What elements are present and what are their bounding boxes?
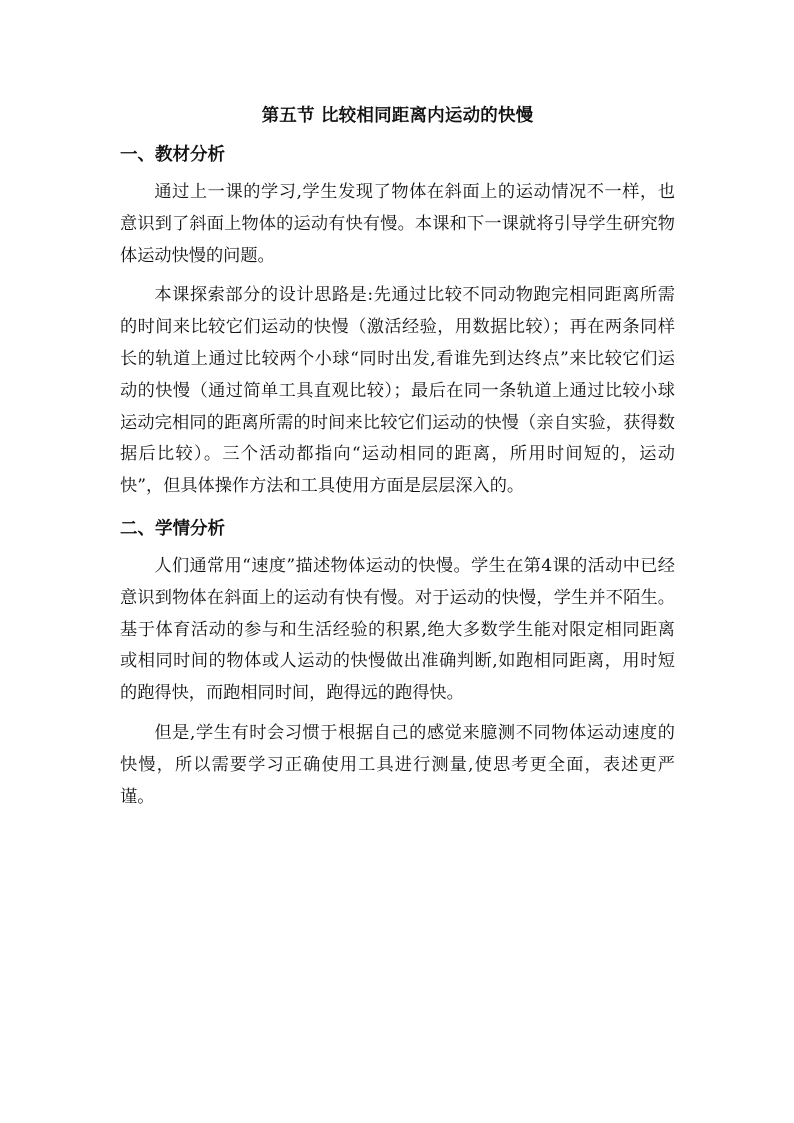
section-heading-textbook-analysis: 一、教材分析 bbox=[120, 145, 225, 165]
paragraph-student-experience: 人们通常用“速度”描述物体运动的快慢。学生在第4课的活动中已经意识到物体在斜面上的运动有快有慢。对于运动的快慢，学生并不陌生。基于体育活动的参与和生活经验的积累,绝大多数学生能对限定相同距离或相同时间的物体或人运动的快慢做出准确判断,如跑相同距离，用时短的跑得快，而跑相同时间，跑得远的跑得快。 bbox=[120, 555, 675, 704]
paragraph-textbook-intro: 通过上一课的学习,学生发现了物体在斜面上的运动情况不一样，也意识到了斜面上物体的运动有快有慢。本课和下一课就将引导学生研究物体运动快慢的问题。 bbox=[120, 182, 675, 266]
paragraph-design-approach: 本课探索部分的设计思路是:先通过比较不同动物跑完相同距离所需的时间来比较它们运动的快慢（激活经验，用数据比较）；再在两条同样长的轨道上通过比较两个小球“同时出发,看谁先到达终点”来比较它们运动的快慢（通过简单工具直观比较）；最后在同一条轨道上通过比较小球运动完相同的距离所需的时间来比较它们运动的快慢（亲自实验，获得数据后比较）。三个活动都指向“运动相同的距离，所用时间短的，运动快”，但具体操作方法和工具使用方面是层层深入的。 bbox=[120, 285, 675, 497]
document-page bbox=[120, 98, 675, 819]
section-student-analysis bbox=[120, 511, 675, 813]
paragraph-student-needs: 但是,学生有时会习惯于根据自己的感觉来臆测不同物体运动速度的快慢，所以需要学习正确使用工具进行测量,使思考更全面，表述更严谨。 bbox=[120, 722, 675, 807]
section-heading-student-analysis: 二、学情分析 bbox=[120, 518, 225, 539]
section-textbook-analysis bbox=[120, 137, 675, 503]
page-title: 第五节 比较相同距离内运动的快慢 bbox=[261, 106, 534, 126]
